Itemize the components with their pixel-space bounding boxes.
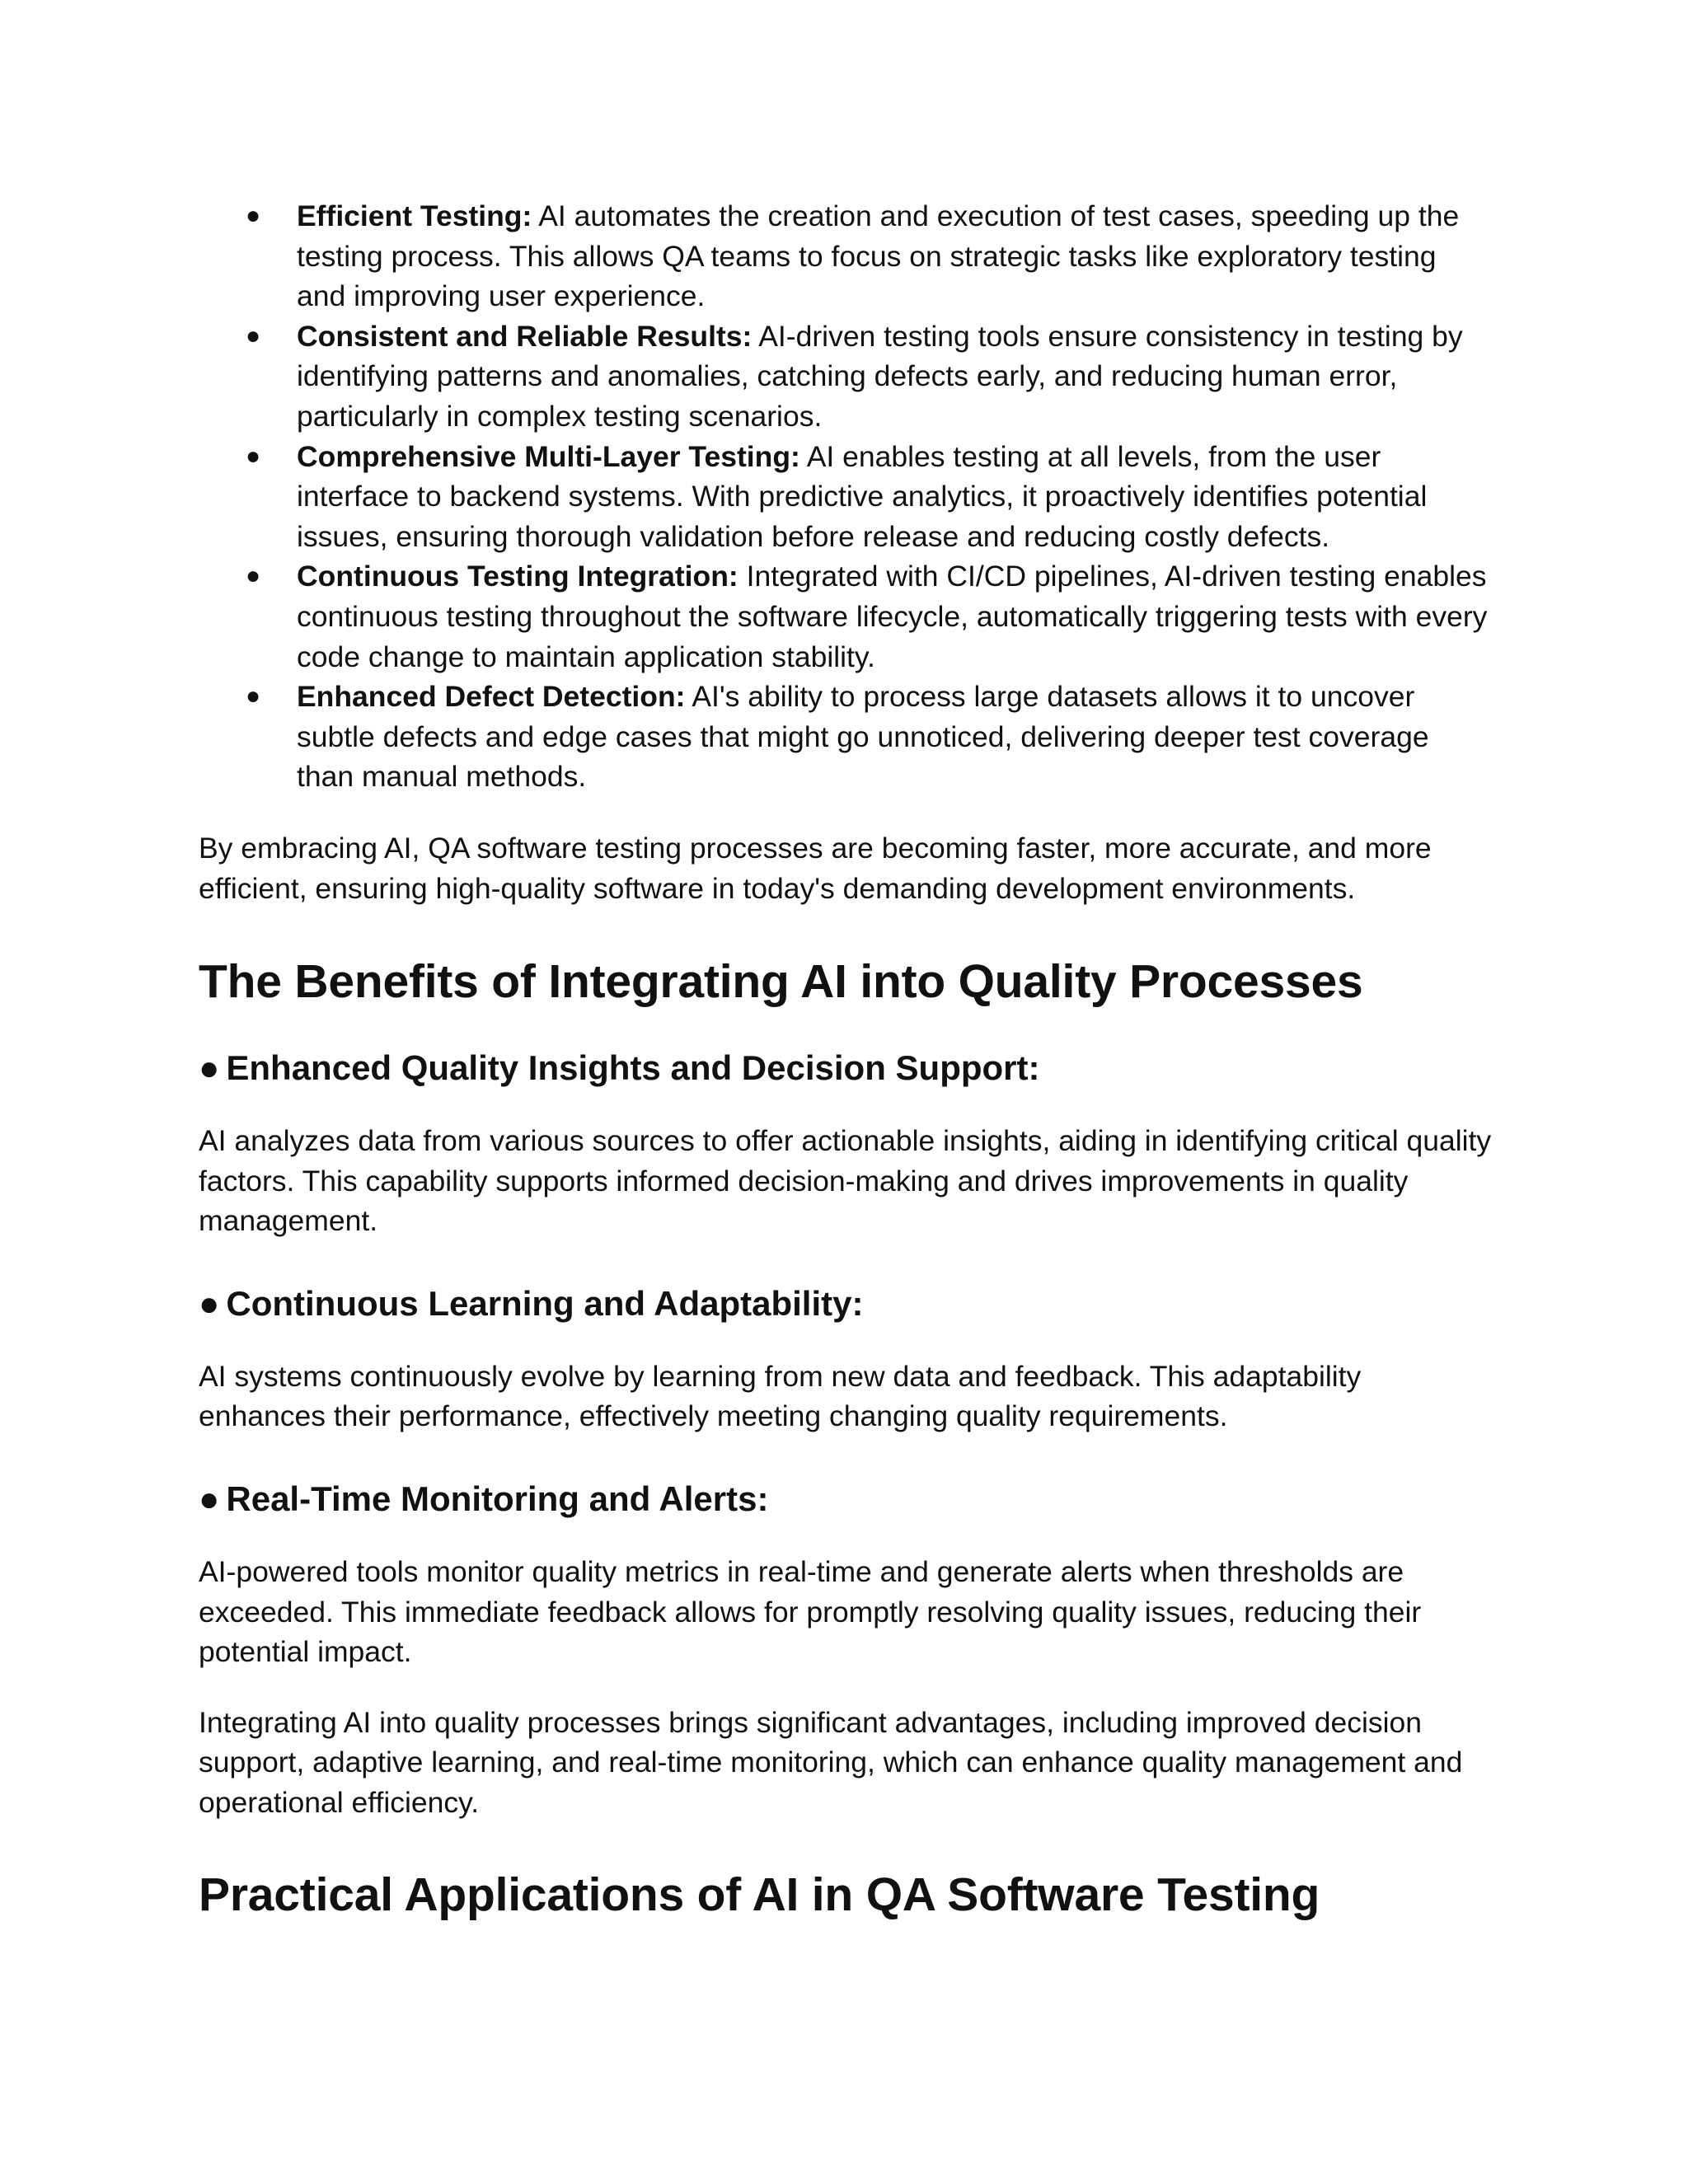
list-item-label: Enhanced Defect Detection: [297, 680, 686, 714]
subsection-heading [199, 1281, 1493, 1327]
bullet-icon: ● [246, 442, 261, 470]
list-item-text: AI enables testing at all levels, from the user interface to backend systems. With predictive analytics, it proactively identifies potential issues, ensuring thorough validation before release and reducing costly defects. [297, 439, 1428, 553]
section-title: Practical Applications of AI in QA Software Testing [199, 1868, 1320, 1921]
list-item [246, 556, 1493, 677]
bullet-icon: ● [246, 682, 261, 710]
list-item-text: AI automates the creation and execution of test cases, speeding up the testing process. This allows QA teams to focus on strategic tasks like exploratory testing and improving user experience. [297, 199, 1460, 313]
section-title: The Benefits of Integrating AI into Quality Processes [199, 955, 1363, 1009]
benefits-bullet-list [199, 196, 1493, 797]
subsection-heading [199, 1476, 1493, 1522]
bullet-icon: ● [246, 321, 261, 349]
list-item-text: AI-driven testing tools ensure consistency in testing by identifying patterns and anomalies, catching defects early, and reducing human error, particularly in complex testing scenarios. [297, 319, 1463, 433]
list-item [246, 677, 1493, 797]
bullet-icon: ● [199, 1283, 220, 1323]
list-item [246, 196, 1493, 316]
list-item-label: Consistent and Reliable Results: [297, 319, 753, 353]
subsection-heading-text: Enhanced Quality Insights and Decision Support: [226, 1048, 1040, 1088]
subsection-paragraph: AI systems continuously evolve by learning from new data and feedback. This adaptability enhances their performance, effectively meeting changing quality requirements. [199, 1359, 1362, 1433]
subsection-heading-text: Continuous Learning and Adaptability: [226, 1283, 864, 1323]
list-item-label: Comprehensive Multi-Layer Testing: [297, 439, 800, 473]
document-page [199, 196, 1493, 1924]
bullet-icon: ● [246, 202, 261, 229]
list-item [246, 437, 1493, 557]
list-item [246, 316, 1493, 437]
summary-paragraph: Integrating AI into quality processes brings significant advantages, including improved decision support, adaptive learning, and real-time monitoring, which can enhance quality management and operational efficiency. [199, 1705, 1463, 1820]
subsection-heading [199, 1045, 1493, 1091]
list-item-text: AI's ability to process large datasets allows it to uncover subtle defects and edge cases that might go unnoticed, delivering deeper test coverage than manual methods. [297, 680, 1429, 794]
subsection-heading-text: Real-Time Monitoring and Alerts: [226, 1479, 769, 1519]
list-item-label: Continuous Testing Integration: [297, 560, 738, 593]
subsection-paragraph: AI-powered tools monitor quality metrics in real-time and generate alerts when thresholds are exceeded. This immediate feedback allows for promptly resolving quality issues, reducing their potential impact. [199, 1555, 1422, 1669]
summary-paragraph: By embracing AI, QA software testing processes are becoming faster, more accurate, and more efficient, ensuring high-quality software in today's demanding development environments. [199, 831, 1432, 905]
bullet-icon: ● [199, 1479, 220, 1519]
list-item-text: Integrated with CI/CD pipelines, AI-driven testing enables continuous testing throughout the software lifecycle, automatically triggering tests with every code change to maintain application stability. [297, 560, 1488, 673]
list-item-label: Efficient Testing: [297, 199, 532, 232]
bullet-icon: ● [246, 562, 261, 590]
subsection-paragraph: AI analyzes data from various sources to offer actionable insights, aiding in identifying critical quality factors. This capability supports informed decision-making and drives improvements in quality management. [199, 1124, 1492, 1238]
bullet-icon: ● [199, 1048, 220, 1088]
